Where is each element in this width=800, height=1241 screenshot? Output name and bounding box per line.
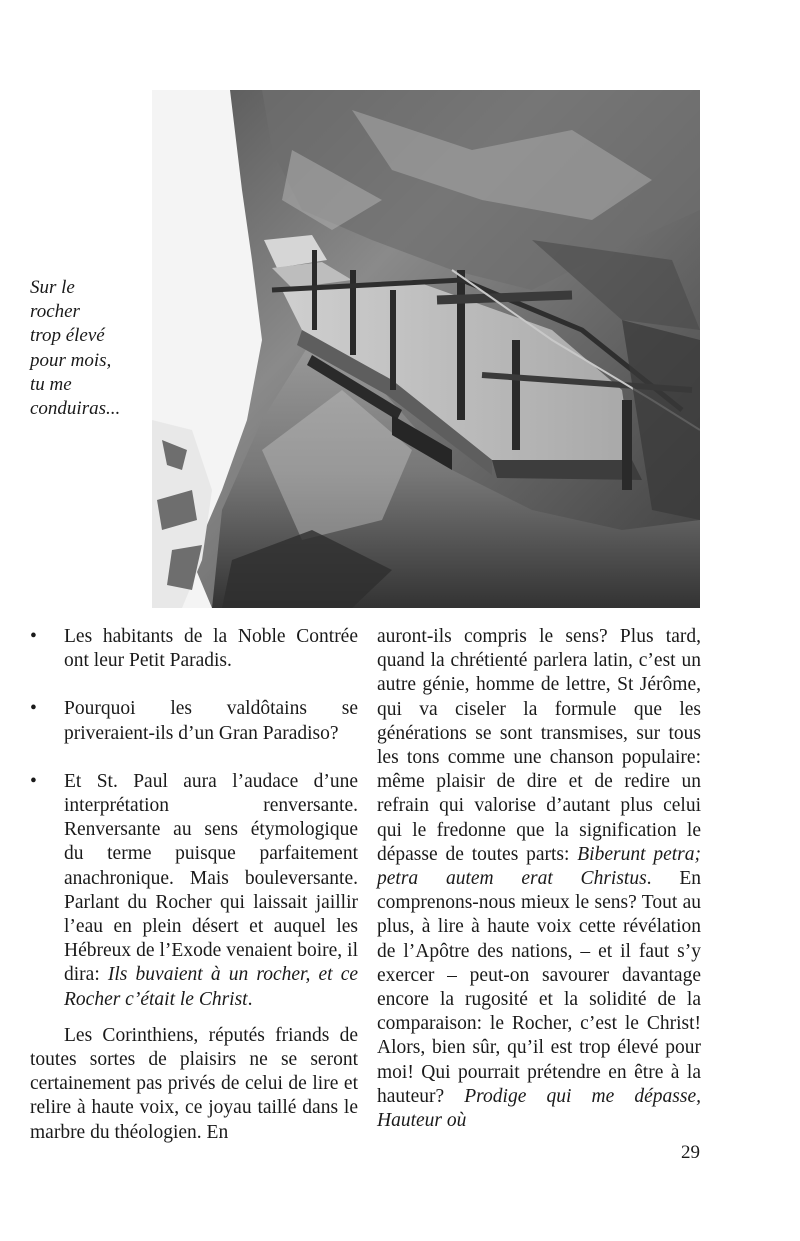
quote-italic: Ils buvaient à un rocher, et ce Rocher c’était le Christ	[64, 964, 359, 1010]
body-text: auront-ils compris le sens? Plus tard, quand la chrétienté parlera latin, c’est un autre génie, homme de lettre, St Jérôme, qui va ciseler la formule que les générations se sont transmises, sur tous les tons comme une chanson populaire: même plaisir de dire et de redire un refrain qui valorise d’autant plus celui qui le fredonne que la signification le dépasse de toutes parts:	[377, 626, 701, 865]
bullet-text: Les habitants de la Noble Contrée ont leur Petit Paradis.	[64, 626, 358, 672]
page-number: 29	[681, 1142, 700, 1163]
right-column	[377, 625, 701, 1133]
left-column	[30, 625, 358, 1145]
bullet-symbol: •	[30, 698, 37, 720]
bullet-symbol: •	[30, 626, 37, 647]
bullet-text	[64, 770, 358, 1012]
latin-quote: Biberunt petra; petra autem erat Christus	[377, 843, 701, 890]
body-paragraph	[377, 625, 701, 1133]
italic-phrase: Prodige qui me dépasse, Hauteur où	[377, 1085, 701, 1132]
photo-caption	[30, 276, 150, 421]
caption-line: rocher	[30, 301, 80, 323]
bullet-text-plain: Et St. Paul aura l’audace d’une interprétation renversante. Renversante au sens étymologique du terme puisque parfaitement anachronique. Mais bouleversante. Parlant du Rocher qui laissait jaillir l’eau en plein désert et auquel les Hébreux de l’Exode venaient boire, il dira:	[64, 770, 358, 986]
caption-line: Sur le	[30, 277, 75, 298]
caption-line: tu me	[30, 373, 72, 395]
bullet-item	[30, 625, 358, 673]
caption-line: trop élevé	[30, 325, 105, 347]
bullet-text: Pourquoi les valdôtains se priveraient-ils d’un Gran Paradiso?	[64, 698, 358, 744]
caption-line: conduiras...	[30, 398, 121, 420]
caption-line: pour mois,	[30, 349, 112, 371]
bullet-text-end: .	[247, 988, 253, 1010]
bullet-symbol: •	[30, 770, 37, 792]
bullet-item	[30, 770, 358, 1012]
body-text: . En comprenons-nous mieux le sens? Tout au plus, à lire à haute voix cette révélation de l’Apôtre des nations, – et il faut s’y exercer – peut-on savourer davantage encore la rugosité et la solidité de la comparaison: le Rocher, c’est le Christ! Alors, bien sûr, qu’il est trop élevé pour moi! Qui pourrait prétendre en être à la hauteur?	[377, 868, 701, 1107]
cliff-walkway-photo	[152, 90, 700, 608]
bullet-item	[30, 697, 358, 745]
body-paragraph: Les Corinthiens, réputés friands de toutes sortes de plaisirs ne se seront certainement pas privés de celui de lire et relire à haute voix, ce joyau taillé dans le marbre du théologien. En	[30, 1024, 358, 1143]
